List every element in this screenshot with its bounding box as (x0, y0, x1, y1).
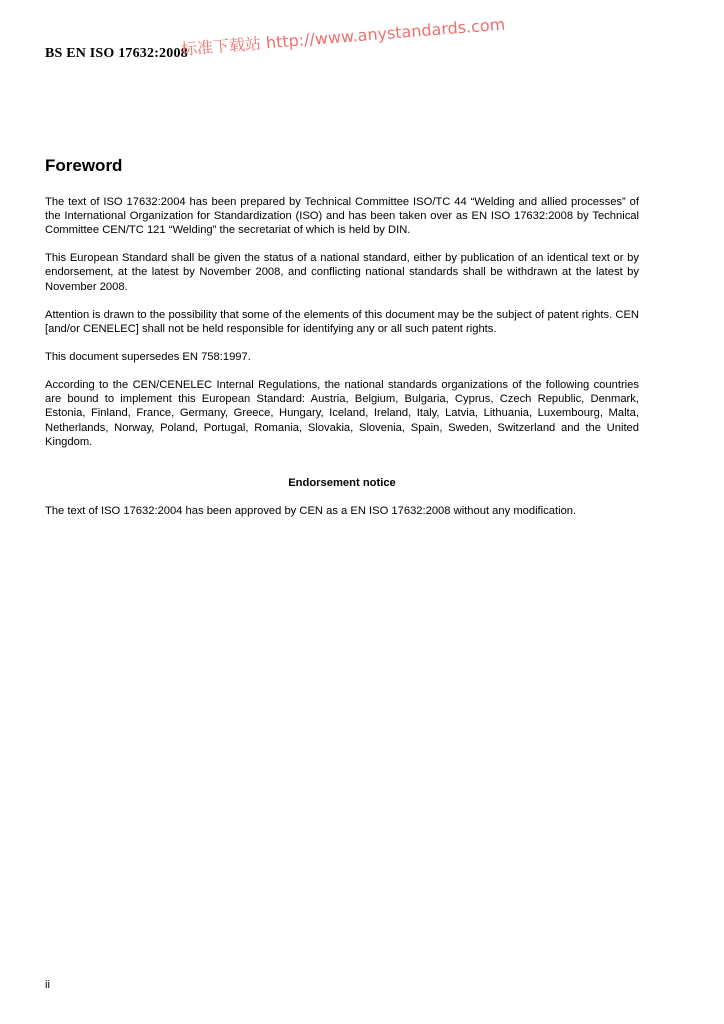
endorsement-text: The text of ISO 17632:2004 has been approved by CEN as a EN ISO 17632:2008 without any modification. (45, 504, 577, 517)
foreword-paragraph-4: This document supersedes EN 758:1997. (45, 351, 251, 364)
document-code: BS EN ISO 17632:2008 (45, 46, 188, 61)
foreword-body (45, 195, 639, 532)
foreword-paragraph-2: This European Standard shall be given the status of a national standard, either by publication of an identical text or by endorsement, at the latest by November 2008, and conflicting national standards shall be withdrawn at the latest by November 2008. (45, 252, 639, 293)
watermark-link[interactable]: 标准下载站 http://www.anystandards.com (180, 14, 506, 60)
endorsement-heading: Endorsement notice (288, 476, 396, 489)
page-title: Foreword (45, 156, 123, 175)
foreword-paragraph-3: Attention is drawn to the possibility that some of the elements of this document may be the subject of patent rights. CEN [and/or CENELEC] shall not be held responsible for identifying any or all such patent rights. (45, 308, 639, 335)
foreword-paragraph-1: The text of ISO 17632:2004 has been prepared by Technical Committee ISO/TC 44 “Welding and allied processes” of the International Organization for Standardization (ISO) and has been taken over as EN ISO 17632:2008 by Technical Committee CEN/TC 121 “Welding” the secretariat of which is held by DIN. (45, 196, 639, 237)
foreword-paragraph-5: According to the CEN/CENELEC Internal Regulations, the national standards organizations of the following countries are bound to implement this European Standard: Austria, Belgium, Bulgaria, Cyprus, Czech Republic, Denmark, Estonia, Finland, France, Germany, Greece, Hungary, Iceland, Ireland, Italy, Latvia, Lithuania, Luxembourg, Malta, Netherlands, Norway, Poland, Portugal, Romania, Slovakia, Slovenia, Spain, Sweden, Switzerland and the United Kingdom. (45, 379, 639, 448)
page-number: ii (45, 979, 50, 991)
